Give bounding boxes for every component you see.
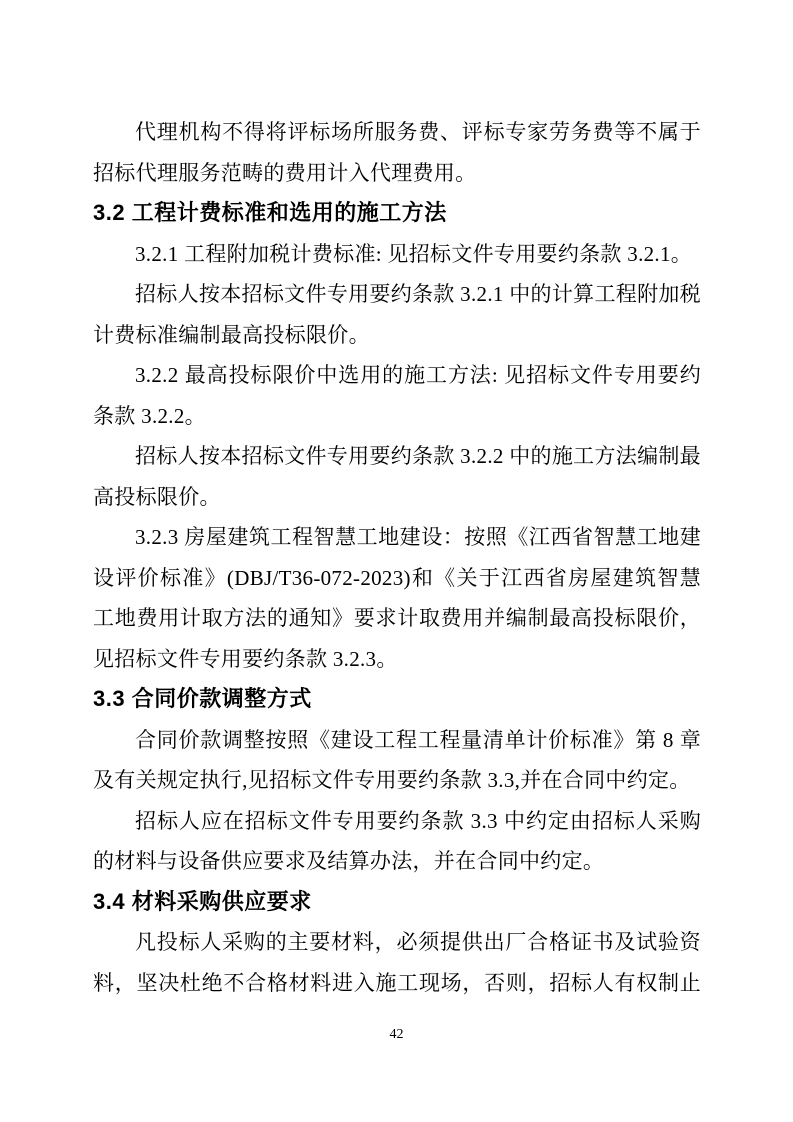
paragraph-3-4-materials: 凡投标人采购的主要材料，必须提供出厂合格证书及试验资料，坚决杜绝不合格材料进入施工现场，否则，招标人有权制止	[93, 930, 701, 995]
page-number: 42	[389, 1027, 404, 1042]
section-heading-3-4: 3.4 材料采购供应要求	[93, 888, 312, 914]
document-body	[93, 112, 701, 1003]
section-heading-3-2: 3.2 工程计费标准和选用的施工方法	[93, 200, 447, 225]
paragraph-3-2-2-detail: 招标人按本招标文件专用要约条款 3.2.2 中的施工方法编制最高投标限价。	[93, 444, 701, 509]
paragraph-3-3-adjustment: 合同价款调整按照《建设工程工程量清单计价标准》第 8 章及有关规定执行,见招标文件专用要约条款 3.3,并在合同中约定。	[93, 727, 701, 792]
paragraph-3-2-2-method: 3.2.2 最高投标限价中选用的施工方法: 见招标文件专用要约条款 3.2.2。	[93, 363, 701, 428]
paragraph-3-3-procurement: 招标人应在招标文件专用要约条款 3.3 中约定由招标人采购的材料与设备供应要求及结算办法，并在合同中约定。	[93, 808, 701, 873]
section-heading-3-3: 3.3 合同价款调整方式	[93, 686, 312, 711]
paragraph-3-2-1-standard: 3.2.1 工程附加税计费标准: 见招标文件专用要约条款 3.2.1。	[135, 241, 693, 266]
paragraph-agency-fees: 代理机构不得将评标场所服务费、评标专家劳务费等不属于招标代理服务范畴的费用计入代理费用。	[93, 120, 701, 185]
paragraph-3-2-1-detail: 招标人按本招标文件专用要约条款 3.2.1 中的计算工程附加税计费标准编制最高投标限价。	[93, 282, 701, 347]
paragraph-3-2-3-smart-site: 3.2.3 房屋建筑工程智慧工地建设：按照《江西省智慧工地建设评价标准》(DBJ/T36-072-2023)和《关于江西省房屋建筑智慧工地费用计取方法的通知》要求计取费用并编制最高投标限价，见招标文件专用要约条款 3.2.3。	[93, 525, 701, 671]
